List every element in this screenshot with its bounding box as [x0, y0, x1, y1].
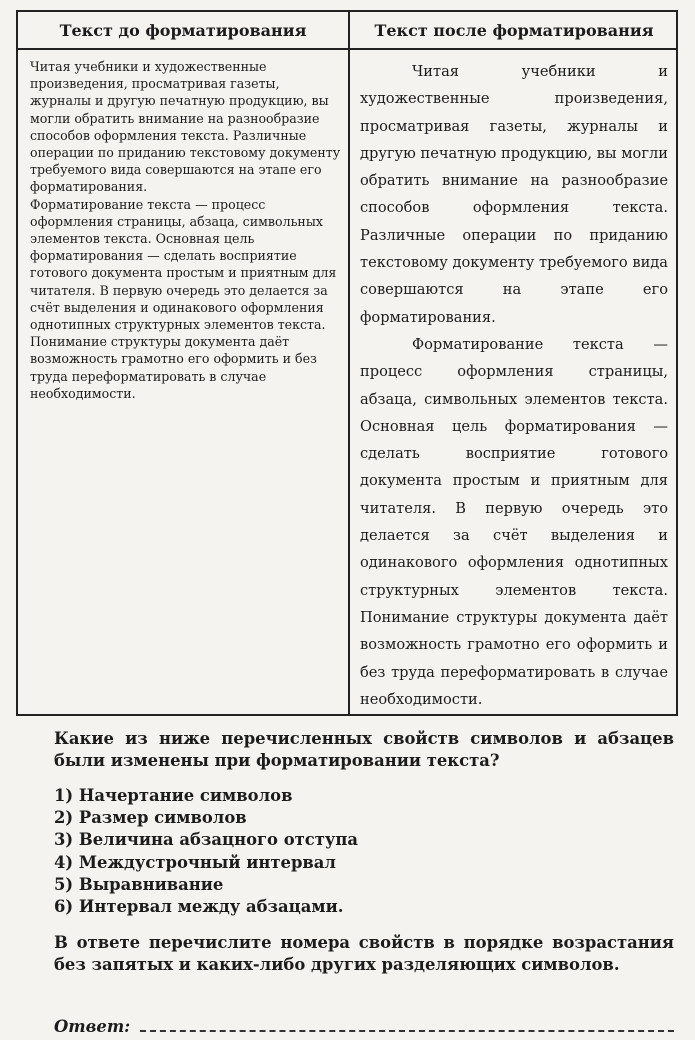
option-5: 5) Выравнивание — [54, 874, 224, 894]
header-divider — [18, 48, 676, 50]
column-divider — [348, 12, 350, 714]
question-text: Какие из ниже перечисленных свойств символов и абзацев были изменены при форматировании текста? — [54, 729, 674, 770]
option-3: 3) Величина абзацного отступа — [54, 830, 359, 850]
text-before-cell — [30, 58, 342, 402]
option-1: 1) Начертание символов — [54, 786, 293, 805]
header-after: Текст после форматирования — [374, 20, 654, 40]
option-6: 6) Интервал между абзацами. — [54, 897, 344, 917]
answer-label: Ответ: — [54, 1017, 131, 1036]
options-list — [54, 785, 674, 918]
after-paragraph-1: Читая учебники и художественные произведения, просматривая газеты, журналы и другую печатную продукцию, вы могли обратить внимание на разнообразие способов оформления текста. Различные операции по приданию текстовому документу требуемого вида совершаются на этапе его форматирования. — [360, 63, 668, 326]
after-paragraph-2: Форматирование текста — процесс оформления страницы, абзаца, символьных элементов текста. Основная цель форматирования — сделать восприятие готового документа простым и приятным для читателя. В первую очередь это делается за счёт выделения и одинакового оформления однотипных структурных элементов текста. Понимание структуры документа даёт возможность грамотно его оформить и без труда переформатировать в случае необходимости. — [360, 335, 668, 708]
answer-field[interactable] — [140, 1030, 674, 1032]
answer-row — [54, 1012, 674, 1036]
option-4: 4) Междустрочный интервал — [54, 852, 336, 872]
answer-instruction: В ответе перечислите номера свойств в порядке возрастания без запятых и каких-либо других разделяющих символов. — [54, 933, 674, 974]
option-2: 2) Размер символов — [54, 808, 247, 828]
before-paragraph-3: Понимание структуры документа даёт возможность грамотно его оформить и без труда переформатировать в случае необходимости. — [30, 334, 317, 401]
text-after-cell — [360, 58, 668, 713]
before-paragraph-2: Форматирование текста — процесс оформления страницы, абзаца, символьных элементов текста. Основная цель форматирования — сделать восприятие готового документа простым и приятным для читателя. В первую очередь это делается за счёт выделения и одинакового оформления однотипных структурных элементов текста. — [30, 196, 337, 333]
header-before: Текст до форматирования — [59, 20, 307, 40]
before-paragraph-1: Читая учебники и художественные произведения, просматривая газеты, журналы и другую печатную продукцию, вы могли обратить внимание на разнообразие способов оформления текста. Различные операции по приданию текстовому документу требуемого вида совершаются на этапе его форматирования. — [30, 59, 341, 195]
comparison-table — [16, 10, 678, 716]
